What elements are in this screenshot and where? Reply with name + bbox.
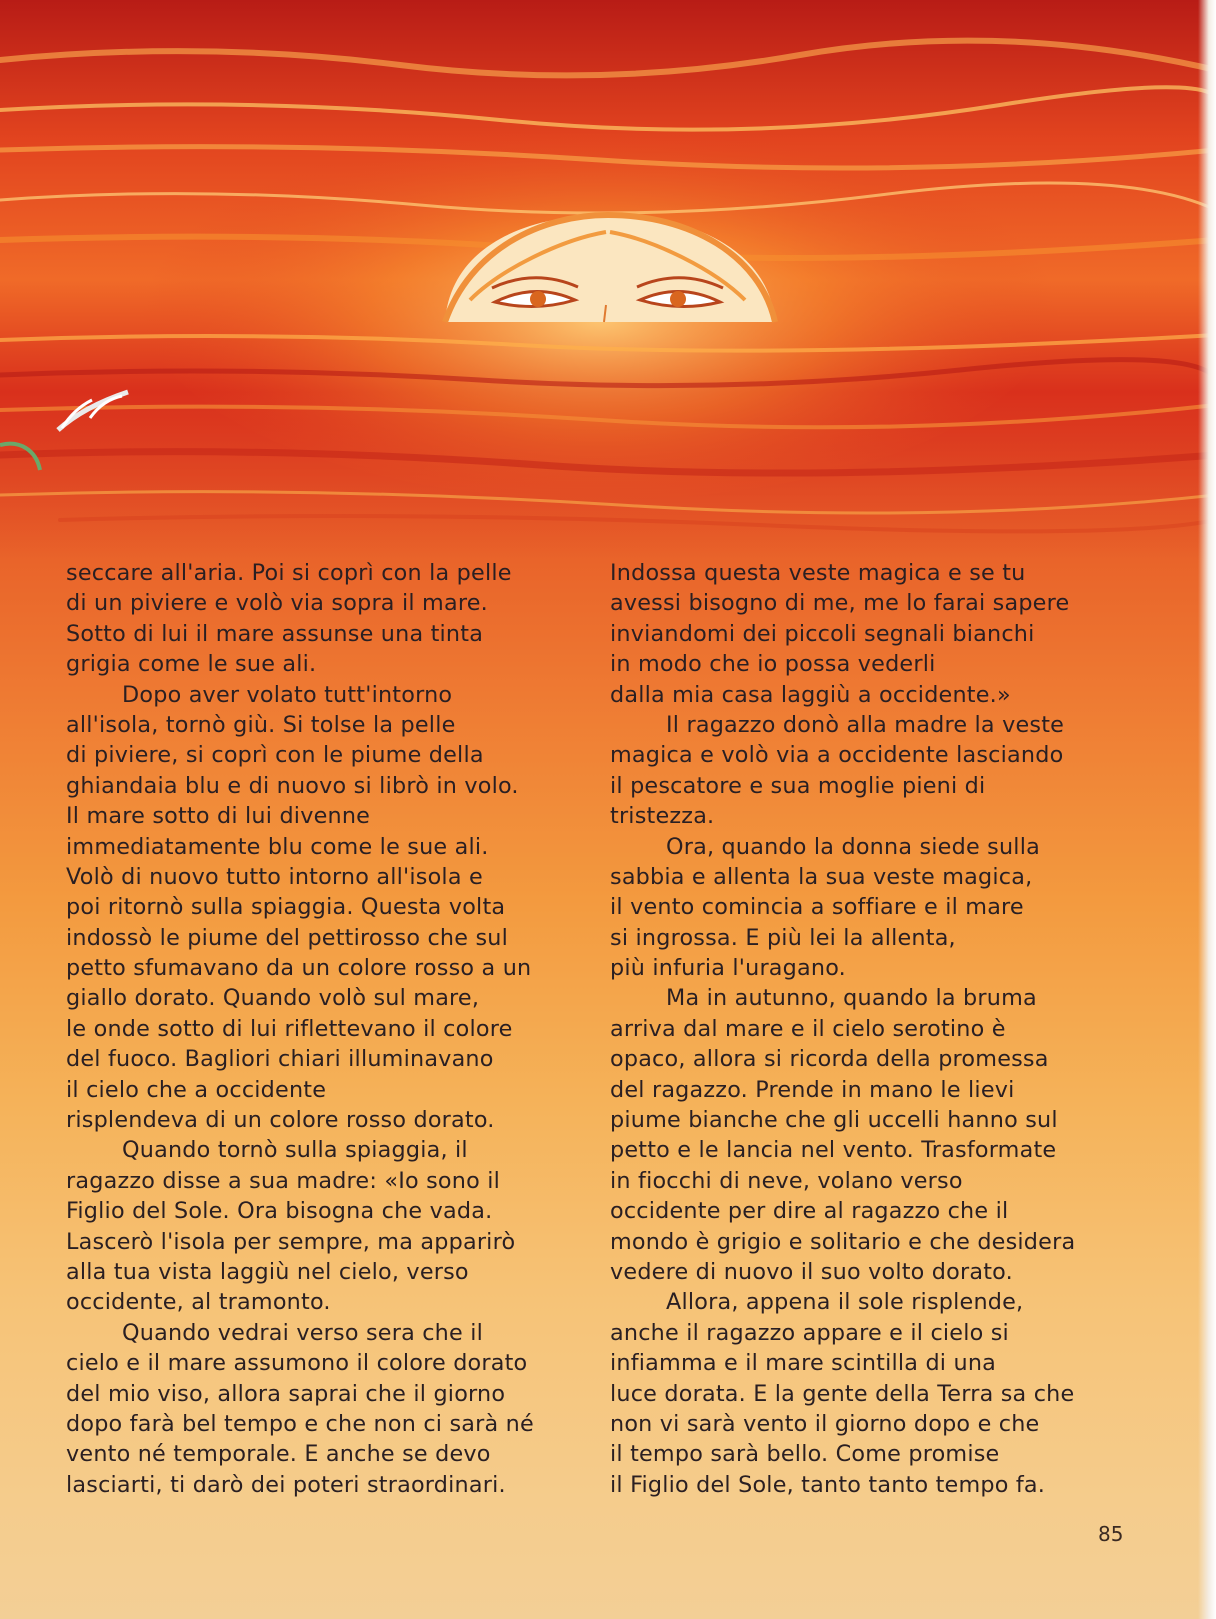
text-line: petto e le lancia nel vento. Trasformate [610,1137,1057,1164]
text-line: dalla mia casa laggiù a occidente.» [610,681,1011,708]
text-line: inviandomi dei piccoli segnali bianchi [610,620,1035,647]
text-line: dopo farà bel tempo e che non ci sarà né [66,1410,534,1437]
text-line: di un piviere e volò via sopra il mare. [66,590,488,617]
text-line: le onde sotto di lui riflettevano il colore [66,1015,513,1042]
text-line: risplendeva di un colore rosso dorato. [66,1107,495,1134]
text-line: il tempo sarà bello. Come promise [610,1441,1000,1468]
left-text-column [66,558,586,1500]
page-edge [1198,0,1216,1619]
text-line: Allora, appena il sole risplende, [666,1289,1024,1316]
text-line: seccare all'aria. Poi si coprì con la pelle [66,560,512,586]
text-line: Sotto di lui il mare assunse una tinta [66,620,484,647]
text-line: indossò le piume del pettirosso che sul [66,924,509,951]
text-line: anche il ragazzo appare e il cielo si [610,1319,1009,1346]
text-line: opaco, allora si ricorda della promessa [610,1046,1049,1073]
text-line: il cielo che a occidente [66,1076,327,1103]
text-line: Ora, quando la donna siede sulla [666,833,1040,860]
text-line: alla tua vista laggiù nel cielo, verso [66,1258,469,1285]
page-number: 85 [1098,1522,1124,1546]
text-line: occidente per dire al ragazzo che il [610,1198,1009,1225]
text-line: Lascerò l'isola per sempre, ma apparirò [66,1228,516,1255]
text-line: infiamma e il mare scintilla di una [610,1350,997,1377]
text-line: Ma in autunno, quando la bruma [666,985,1037,1012]
text-line: vedere di nuovo il suo volto dorato. [610,1258,1013,1285]
text-line: luce dorata. E la gente della Terra sa che [610,1380,1075,1407]
sunset-sea-illustration [0,0,1216,560]
text-line: Indossa questa veste magica e se tu [610,560,1026,586]
text-line: piume bianche che gli uccelli hanno sul [610,1107,1058,1134]
text-line: in modo che io possa vederli [610,651,936,678]
text-line: Quando tornò sulla spiaggia, il [122,1137,468,1164]
text-line: Volò di nuovo tutto intorno all'isola e [66,863,483,890]
text-line: giallo dorato. Quando volò sul mare, [66,985,480,1012]
text-line: Quando vedrai verso sera che il [122,1319,484,1346]
text-line: ghiandaia blu e di nuovo si librò in volo. [66,772,519,799]
text-line: Figlio del Sole. Ora bisogna che vada. [66,1198,493,1225]
text-line: vento né temporale. E anche se devo [66,1441,491,1468]
text-line: del mio viso, allora saprai che il giorno [66,1380,506,1407]
text-line: Il mare sotto di lui divenne [66,803,371,830]
text-line: più infuria l'uragano. [610,955,846,982]
text-line: mondo è grigio e solitario e che desidera [610,1228,1076,1255]
text-line: immediatamente blu come le sue ali. [66,833,489,860]
text-line: del ragazzo. Prende in mano le lievi [610,1076,1015,1103]
text-line: il pescatore e sua moglie pieni di [610,772,986,799]
text-line: tristezza. [610,803,715,830]
text-line: non vi sarà vento il giorno dopo e che [610,1410,1040,1437]
text-line: poi ritornò sulla spiaggia. Questa volta [66,894,506,921]
text-line: all'isola, tornò giù. Si tolse la pelle [66,711,456,738]
text-line: cielo e il mare assumono il colore dorato [66,1350,528,1377]
text-line: Dopo aver volato tutt'intorno [122,681,453,708]
text-line: il Figlio del Sole, tanto tanto tempo fa. [610,1471,1046,1498]
text-line: lasciarti, ti darò dei poteri straordinari. [66,1471,506,1498]
text-line: il vento comincia a soffiare e il mare [610,894,1024,921]
text-line: magica e volò via a occidente lasciando [610,742,1064,769]
text-line: si ingrossa. E più lei la allenta, [610,924,956,951]
text-line: di piviere, si coprì con le piume della [66,742,484,769]
text-line: arriva dal mare e il cielo serotino è [610,1015,1006,1042]
text-line: ragazzo disse a sua madre: «Io sono il [66,1167,501,1194]
text-line: Il ragazzo donò alla madre la veste [666,711,1065,738]
text-line: avessi bisogno di me, me lo farai sapere [610,590,1070,617]
text-line: sabbia e allenta la sua veste magica, [610,863,1033,890]
text-line: grigia come le sue ali. [66,651,317,678]
right-text-column [610,558,1150,1500]
text-line: occidente, al tramonto. [66,1289,331,1316]
text-line: petto sfumavano da un colore rosso a un [66,955,532,982]
text-line: del fuoco. Bagliori chiari illuminavano [66,1046,494,1073]
text-line: in fiocchi di neve, volano verso [610,1167,963,1194]
